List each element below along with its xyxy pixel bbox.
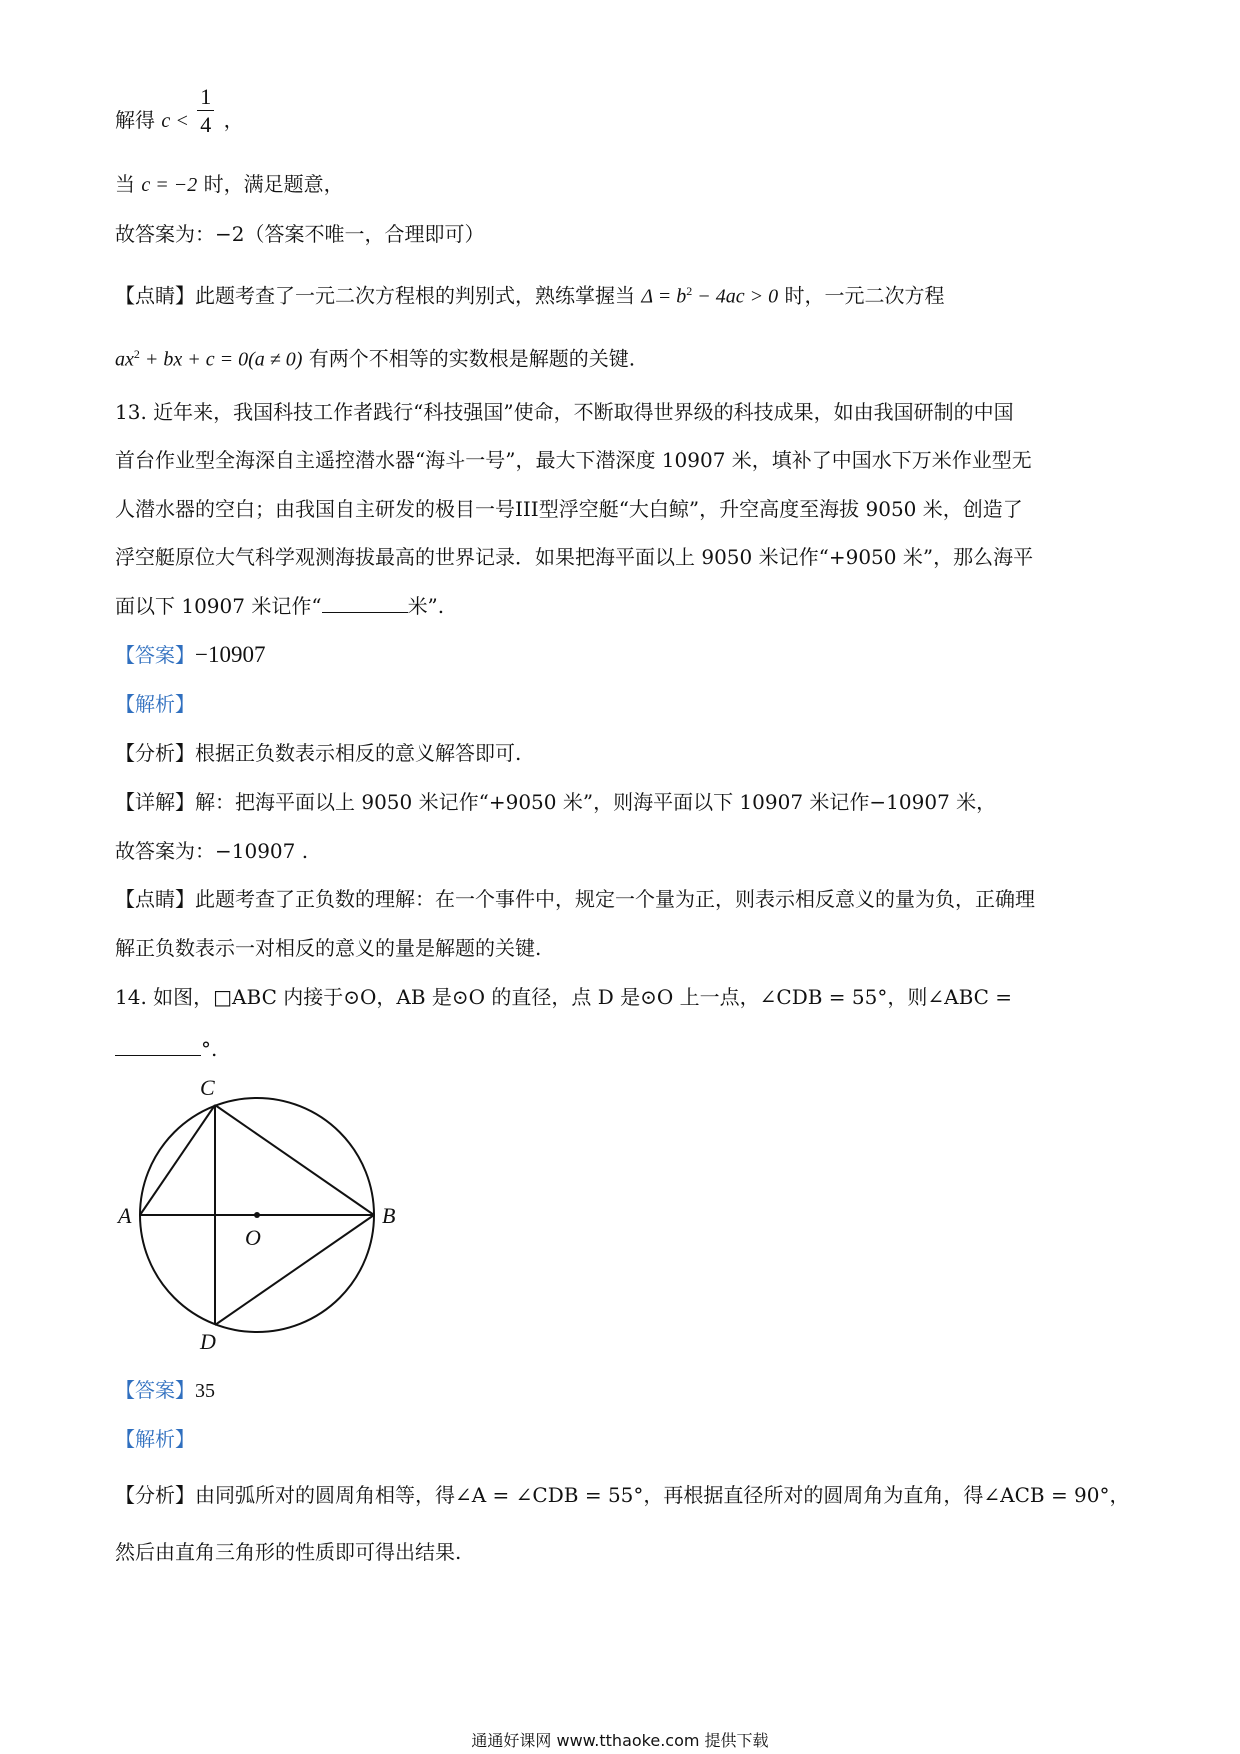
q13-fenxi: 【分析】根据正负数表示相反的意义解答即可. [115,741,522,765]
math: Δ = b [641,285,687,308]
q14-fenxi-2: 然后由直角三角形的性质即可得出结果. [115,1540,462,1564]
label-b: B [382,1203,396,1228]
q13-xiangjie: 【详解】解：把海平面以上 9050 米记作“+9050 米”，则海平面以下 10907 米记作−10907 米， [115,790,997,814]
math: ax [115,348,134,371]
math: − 4ac > 0 [692,285,779,308]
solution-line-1 [115,83,244,137]
q13-line-3: 人潜水器的空白；由我国自主研发的极目一号III型浮空艇“大白鲸”，升空高度至海拔 9050 米，创造了 [115,497,1023,521]
q13-line-1: 13. 近年来，我国科技工作者践行“科技强国”使命，不断取得世界级的科技成果，如由我国研制的中国 [115,400,1014,424]
label-a: A [118,1203,132,1228]
superscript: 2 [133,347,140,361]
q13-answer [115,641,265,669]
fraction-numerator: 1 [197,86,214,111]
answer-tag: 【答案】 [115,643,195,667]
fraction [197,83,214,137]
q13-line-5 [115,592,444,620]
math-var: c [161,110,171,132]
dianjing-line-2 [115,340,635,374]
text: 解得 [115,108,155,132]
math: + bx + c = 0(a ≠ 0) [139,348,303,371]
text: 面以下 10907 米记作“ [115,594,322,618]
dianjing-line-1 [115,277,944,311]
text: 【点睛】此题考查了一元二次方程根的判别式，熟练掌握当 [115,283,635,308]
text: 当 [115,172,135,196]
fraction-denominator: 4 [200,111,212,137]
q14-line-1: 14. 如图，□ABC 内接于⊙O，AB 是⊙O 的直径，点 D 是⊙O 上一点，∠CDB = 55°，则∠ABC = [115,985,1013,1009]
label-o: O [245,1225,261,1250]
q13-line-2: 首台作业型全海深自主遥控潜水器“海斗一号”，最大下潜深度 10907 米，填补了中国水下万米作业型无 [115,448,1032,472]
q13-dianjing-2: 解正负数表示一对相反的意义的量是解题的关键. [115,936,542,960]
answer-blank [115,1037,201,1056]
text: 有两个不相等的实数根是解题的关键. [308,346,636,371]
geometry-figure [110,1075,410,1355]
text: °. [201,1037,218,1061]
math: c = −2 [141,174,198,196]
text: 时，满足题意， [203,172,344,196]
q13-conclusion: 故答案为：−10907 . [115,839,309,863]
q13-dianjing-1: 【点睛】此题考查了正负数的理解：在一个事件中，规定一个量为正，则表示相反意义的量为负，正确理 [115,887,1035,911]
solution-line-2 [115,170,344,199]
page-footer: 通通好课网 www.tthaoke.com 提供下载 [471,1731,769,1750]
math-op: < [176,110,188,132]
solution-line-3: 故答案为：−2（答案不唯一，合理即可） [115,222,485,246]
label-c: C [200,1075,215,1100]
text: ， [223,108,244,132]
text: 时，一元二次方程 [784,283,945,308]
answer-value: −10907 [195,642,266,667]
q14-answer [115,1376,215,1405]
center-point [254,1212,260,1218]
answer-blank [322,594,408,613]
label-d: D [200,1329,216,1354]
q14-line-2 [115,1035,217,1063]
segment-db [215,1215,374,1325]
superscript: 2 [686,284,693,298]
segment-ac [140,1105,215,1215]
segment-cb [215,1105,374,1215]
answer-tag: 【答案】 [115,1378,195,1402]
q14-fenxi-1: 【分析】由同弧所对的圆周角相等，得∠A = ∠CDB = 55°，再根据直径所对的圆周角为直角，得∠ACB = 90°， [115,1483,1130,1507]
q13-analysis-tag: 【解析】 [115,692,195,716]
text: 米”. [407,594,445,618]
answer-value: 35 [195,1380,215,1402]
q14-analysis-tag: 【解析】 [115,1427,195,1451]
q13-line-4: 浮空艇原位大气科学观测海拔最高的世界记录．如果把海平面以上 9050 米记作“+9050 米”，那么海平 [115,545,1034,569]
